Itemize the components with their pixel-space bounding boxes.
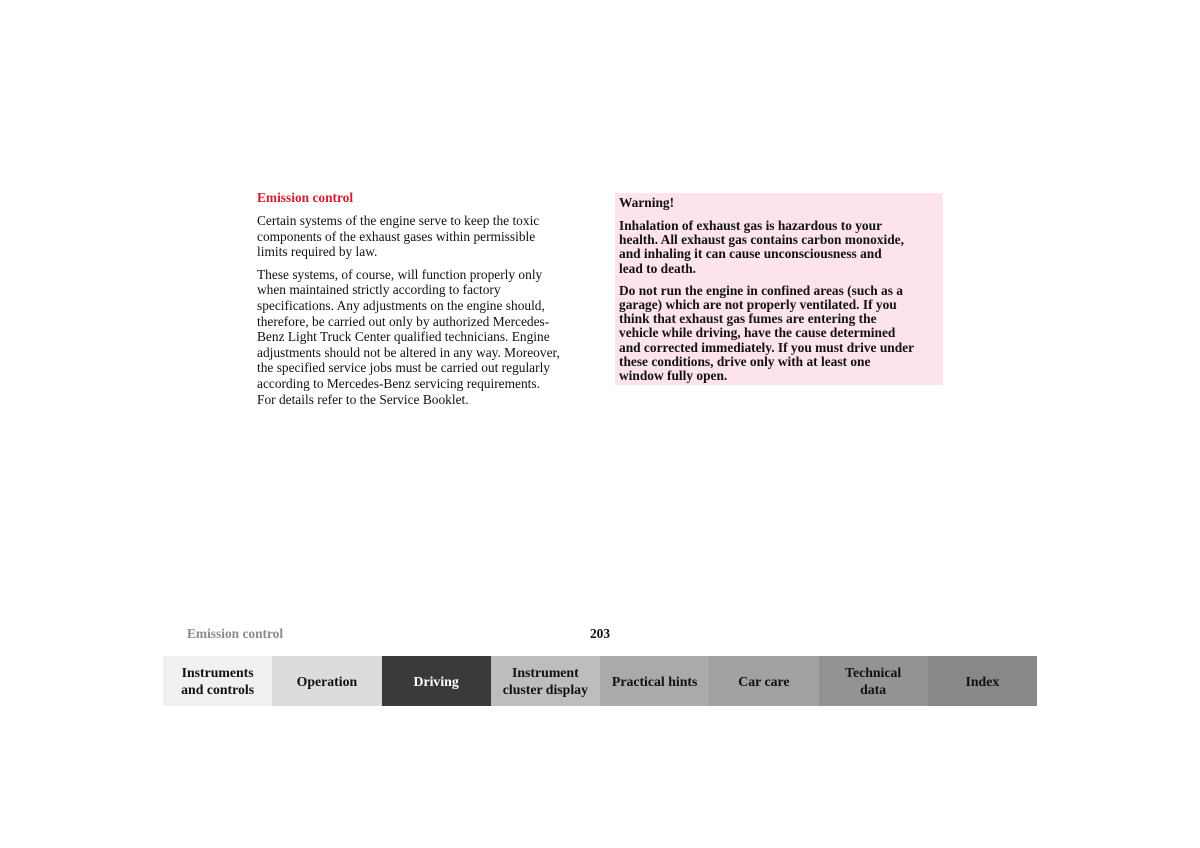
nav-tab-practical-hints[interactable]: Practical hints bbox=[600, 656, 709, 706]
nav-tab-instrument-cluster-display[interactable]: Instrument cluster display bbox=[491, 656, 600, 706]
nav-tab-car-care[interactable]: Car care bbox=[709, 656, 818, 706]
section-heading: Emission control bbox=[257, 190, 354, 205]
body-paragraph-1: Certain systems of the engine serve to keep the toxic components of the exhaust gases within permissible limits required by law. bbox=[257, 213, 540, 260]
chapter-nav-bar bbox=[163, 656, 1037, 706]
nav-tab-operation[interactable]: Operation bbox=[272, 656, 381, 706]
warning-box bbox=[615, 193, 943, 385]
body-paragraph-2: These systems, of course, will function properly only when maintained strictly according to factory specifications. Any adjustments on the engine should, therefore, be carried out only by authorized Mercedes- Benz Light Truck Center qualified technicians. Engine adjustments should not be altered in any way. Moreover, the specified service jobs must be carried out regularly according to Mercedes-Benz servicing requirements. For details refer to the Service Booklet. bbox=[257, 266, 560, 407]
page-number: 203 bbox=[589, 626, 611, 641]
nav-tab-instruments-and-controls[interactable]: Instruments and controls bbox=[163, 656, 272, 706]
warning-paragraph-2: Do not run the engine in confined areas (such as a garage) which are not properly ventilated. If you think that exhaust gas fumes are entering the vehicle while driving, have the cause determined and corrected immediately. If you must drive under these conditions, drive only with at least one window fully open. bbox=[619, 282, 915, 384]
nav-tab-technical-data[interactable]: Technical data bbox=[819, 656, 928, 706]
warning-title: Warning! bbox=[619, 195, 675, 210]
footer-section-title: Emission control bbox=[187, 626, 284, 641]
main-content-column bbox=[257, 190, 587, 414]
nav-tab-driving[interactable]: Driving bbox=[382, 656, 491, 706]
nav-tab-index[interactable]: Index bbox=[928, 656, 1037, 706]
warning-paragraph-1: Inhalation of exhaust gas is hazardous to your health. All exhaust gas contains carbon monoxide, and inhaling it can cause unconsciousness and lead to death. bbox=[619, 218, 904, 276]
